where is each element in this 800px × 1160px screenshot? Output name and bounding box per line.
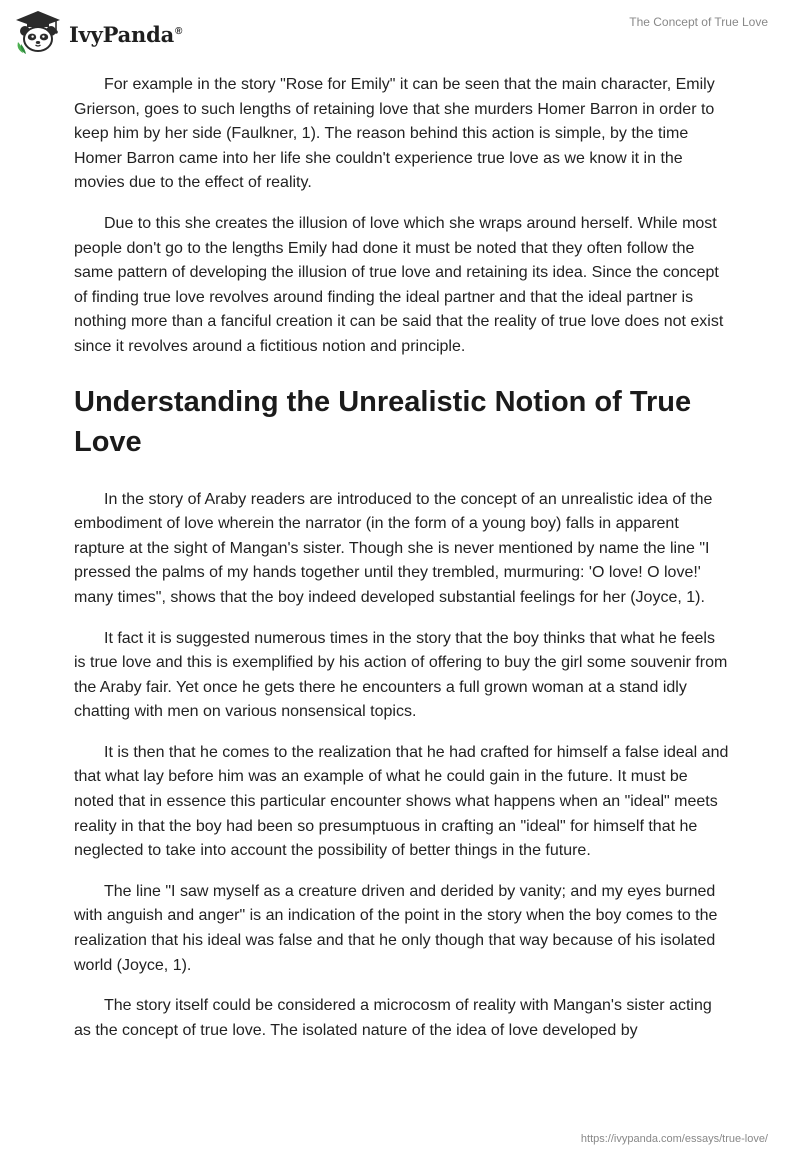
registered-mark: ® [175, 25, 183, 37]
page-header [0, 0, 800, 70]
body-paragraph: Due to this she creates the illusion of love which she wraps around herself. While most people don't go to the lengths Emily had done it must be noted that they often follow the same pattern of developing the illusion of true love and retaining its idea. Since the concept of finding true love revolves around finding the ideal partner and that the ideal partner is nothing more than a fanciful creation it can be said that the reality of true love does not exist since it revolves around a fictitious notion and principle. [74, 214, 724, 355]
body-paragraph: It is then that he comes to the realization that he had crafted for himself a false ideal and that what lay before him was an example of what he could gain in the future. It must be noted that in essence this particular encounter shows what happens when an "ideal" meets reality in that the boy had been so presumptuous in crafting an "ideal" for himself that he neglected to take into account the possibility of better things in the future. [74, 743, 729, 860]
ivypanda-logo[interactable] [14, 8, 182, 56]
section-heading: Understanding the Unrealistic Notion of True Love [74, 385, 692, 458]
document-title: The Concept of True Love [629, 15, 768, 29]
body-paragraph: The line "I saw myself as a creature driven and derided by vanity; and my eyes burned with anguish and anger" is an indication of the point in the story when the boy comes to the realization that his ideal was false and that he only though that way because of his isolated world (Joyce, 1). [74, 882, 718, 974]
panda-graduate-icon [14, 8, 62, 56]
brand-name: IvyPanda® [69, 21, 183, 47]
body-paragraph: The story itself could be considered a microcosm of reality with Mangan's sister acting as the concept of true love. The isolated nature of the idea of love developed by [74, 997, 712, 1039]
source-url[interactable]: https://ivypanda.com/essays/true-love/ [580, 1133, 768, 1145]
body-paragraph: For example in the story "Rose for Emily" it can be seen that the main character, Emily Grierson, goes to such lengths of retaining love that she murders Homer Barron in order to keep him by her side (Faulkner, 1). The reason behind this action is simple, by the time Homer Barron came into her life she couldn't experience true love as we know it in the movies due to the effect of reality. [74, 76, 715, 192]
body-paragraph: It fact it is suggested numerous times in the story that the boy thinks that what he feels is true love and this is exemplified by his action of offering to buy the girl some souvenir from the Araby fair. Yet once he gets there he encounters a full grown woman at a stand idly chatting with men on various nonsensical topics. [74, 629, 728, 721]
essay-body [74, 73, 730, 1059]
body-paragraph: In the story of Araby readers are introduced to the concept of an unrealistic idea of the embodiment of love wherein the narrator (in the form of a young boy) falls in apparent rapture at the sight of Mangan's sister. Though she is never mentioned by name the line "I pressed the palms of my hands together until they trembled, murmuring: 'O love! O love!' many times", shows that the boy indeed developed substantial feelings for her (Joyce, 1). [74, 490, 713, 606]
